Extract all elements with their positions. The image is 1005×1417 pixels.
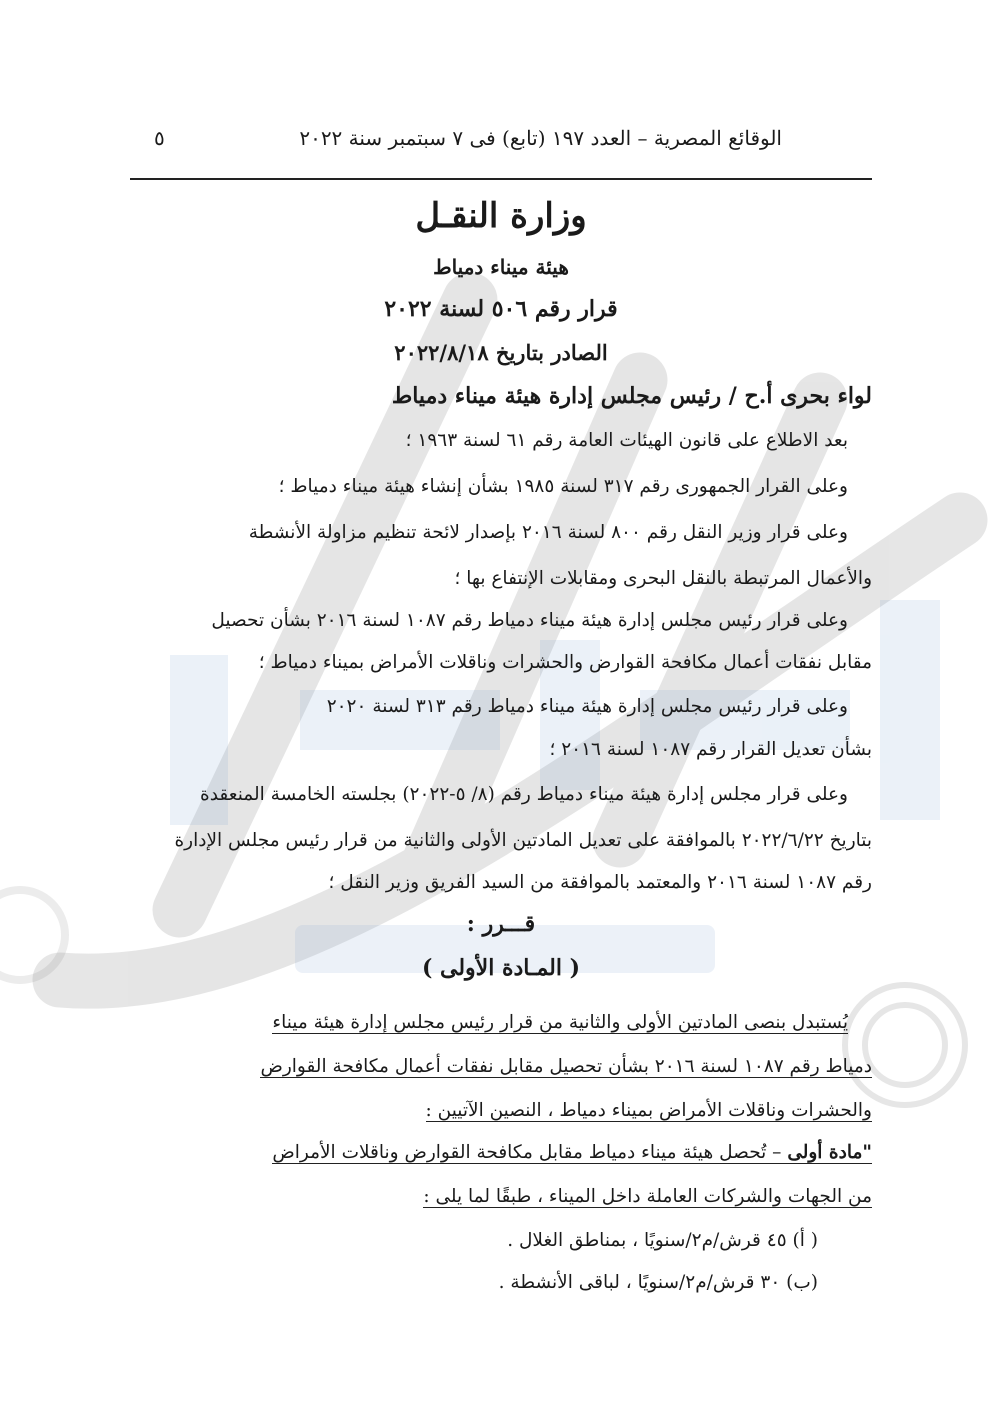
issuer-line: لواء بحرى أ.ح / رئيس مجلس إدارة هيئة ميناء دمياط bbox=[391, 383, 872, 409]
decided-heading: قـــرر : bbox=[466, 911, 536, 937]
authority-name: هيئة ميناء دمياط bbox=[433, 255, 569, 279]
rate-item: ( أ) ٤٥ قرش/م٢/سنويًا ، بمناطق الغلال . bbox=[507, 1230, 818, 1251]
article-line-text: يُستبدل بنصى المادتين الأولى والثانية من قرار رئيس مجلس إدارة هيئة ميناء bbox=[272, 1012, 848, 1033]
article-line bbox=[130, 1008, 872, 1038]
article-line bbox=[130, 1096, 872, 1126]
article-line bbox=[130, 1052, 872, 1082]
running-title: الوقائع المصرية – العدد ١٩٧ (تابع) فى ٧ سبتمبر سنة ٢٠٢٢ bbox=[299, 126, 782, 150]
preamble-line: بعد الاطلاع على قانون الهيئات العامة رقم ٦١ لسنة ١٩٦٣ ؛ bbox=[405, 430, 848, 451]
preamble-line: وعلى قرار رئيس مجلس إدارة هيئة ميناء دمياط رقم ٣١٣ لسنة ٢٠٢٠ bbox=[326, 696, 848, 717]
preamble-line: مقابل نفقات أعمال مكافحة القوارض والحشرات وناقلات الأمراض بميناء دمياط ؛ bbox=[258, 652, 872, 673]
decree-number: قرار رقم ٥٠٦ لسنة ٢٠٢٢ bbox=[384, 296, 618, 322]
preamble-line: وعلى القرار الجمهورى رقم ٣١٧ لسنة ١٩٨٥ بشأن إنشاء هيئة ميناء دمياط ؛ bbox=[278, 476, 848, 497]
first-article-line bbox=[130, 1182, 872, 1212]
rate-item: (ب) ٣٠ قرش/م٢/سنويًا ، لباقى الأنشطة . bbox=[498, 1272, 818, 1293]
first-article-line bbox=[130, 1138, 872, 1168]
ministry-title: وزارة النقـل bbox=[415, 196, 587, 236]
article-line-text: والحشرات وناقلات الأمراض بميناء دمياط ، النصين الآتيين : bbox=[425, 1100, 872, 1121]
preamble-line: بشأن تعديل القرار رقم ١٠٨٧ لسنة ٢٠١٦ ؛ bbox=[549, 739, 872, 760]
first-article-label: "مادة أولى bbox=[787, 1142, 872, 1163]
preamble-line: والأعمال المرتبطة بالنقل البحرى ومقابلات الإنتفاع بها ؛ bbox=[454, 568, 872, 589]
first-article-text: – تُحصل هيئة ميناء دمياط مقابل مكافحة القوارض وناقلات الأمراض bbox=[272, 1142, 782, 1163]
header-divider bbox=[130, 178, 872, 180]
preamble-line: وعلى قرار رئيس مجلس إدارة هيئة ميناء دمياط رقم ١٠٨٧ لسنة ٢٠١٦ بشأن تحصيل bbox=[211, 610, 848, 631]
preamble-line: رقم ١٠٨٧ لسنة ٢٠١٦ والمعتمد بالموافقة من السيد الفريق وزير النقل ؛ bbox=[328, 872, 872, 893]
article-line-text: دمياط رقم ١٠٨٧ لسنة ٢٠١٦ بشأن تحصيل مقابل نفقات أعمال مكافحة القوارض bbox=[260, 1056, 872, 1077]
article-one-heading: ( المـادة الأولى ) bbox=[421, 955, 581, 981]
preamble-line: وعلى قرار مجلس إدارة هيئة ميناء دمياط رقم (٨/ ٥-٢٠٢٢) بجلسته الخامسة المنعقدة bbox=[200, 784, 848, 805]
gazette-page bbox=[130, 0, 872, 1417]
running-header bbox=[130, 126, 872, 160]
preamble-line: وعلى قرار وزير النقل رقم ٨٠٠ لسنة ٢٠١٦ بإصدار لائحة تنظيم مزاولة الأنشطة bbox=[248, 522, 848, 543]
first-article-text: من الجهات والشركات العاملة داخل الميناء ، طبقًا لما يلى : bbox=[423, 1186, 872, 1207]
preamble-line: بتاريخ ٢٠٢٢/٦/٢٢ بالموافقة على تعديل المادتين الأولى والثانية من قرار رئيس مجلس الإدارة bbox=[174, 830, 872, 851]
page-number: ٥ bbox=[154, 126, 165, 150]
issued-date: الصادر بتاريخ ٢٠٢٢/٨/١٨ bbox=[394, 340, 608, 365]
